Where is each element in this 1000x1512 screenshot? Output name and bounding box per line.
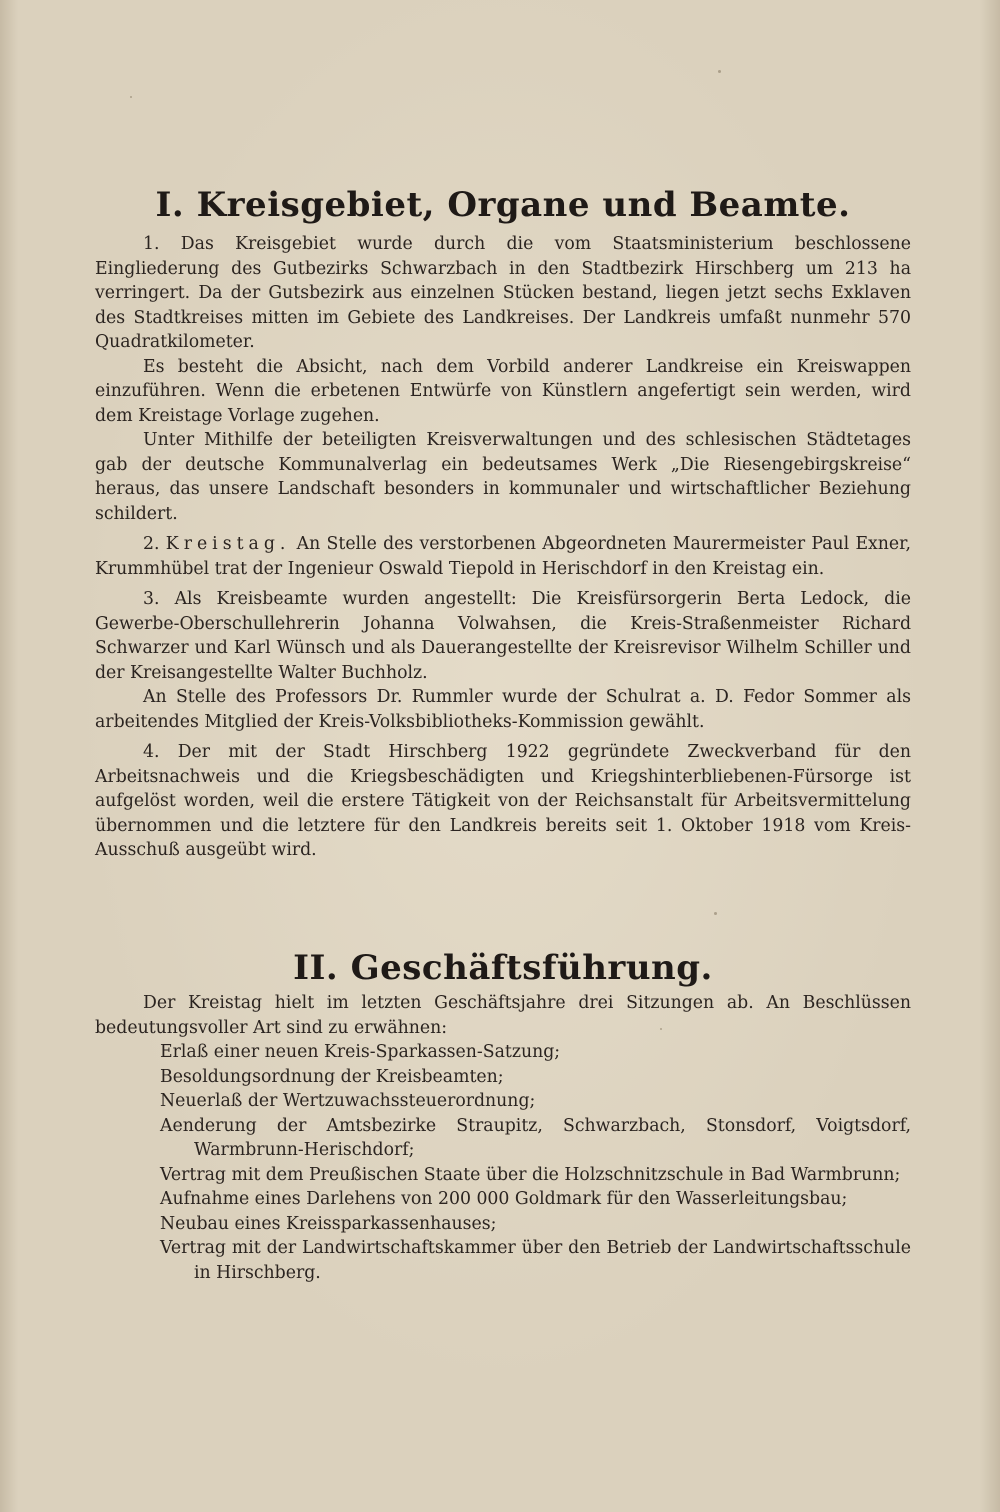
- resolutions-list: [95, 1040, 911, 1285]
- paragraph-1: [95, 232, 911, 355]
- paragraph-number: 4.: [143, 742, 160, 762]
- paragraph-5: [95, 587, 911, 685]
- paper-speck: [130, 96, 132, 98]
- list-item: Neubau eines Kreissparkassenhauses;: [160, 1213, 497, 1234]
- list-item: Besoldungsordnung der Kreisbeamten;: [160, 1066, 504, 1087]
- paragraph-text: Unter Mithilfe der beteiligten Kreisverwaltungen und des schlesischen Städtetages gab der deutsche Kommunalverlag ein bedeutsames Werk „Die Riesengebirgskreise“ heraus, das unsere Landschaft besonders in kommunaler und wirtschaftlicher Beziehung schildert.: [95, 430, 911, 524]
- list-item: Aufnahme eines Darlehens von 200 000 Goldmark für den Wasserleitungsbau;: [160, 1189, 848, 1209]
- section-2-body: [95, 991, 911, 1285]
- list-item: Neuerlaß der Wertzuwachssteuerordnung;: [160, 1091, 536, 1111]
- list-item: Aenderung der Amtsbezirke Straupitz, Schwarzbach, Stonsdorf, Voigtsdorf, Warmbrunn-Herischdorf;: [160, 1115, 911, 1160]
- paragraph-number: 1.: [143, 234, 160, 254]
- section-1-heading: I. Kreisgebiet, Organe und Beamte.: [155, 185, 851, 225]
- paper-speck: [718, 70, 721, 73]
- paragraph-number: 3.: [143, 589, 160, 609]
- section-1-body: [95, 232, 911, 863]
- paragraph-label: Kreistag.: [165, 534, 291, 554]
- paragraph-4: [95, 532, 911, 581]
- paragraph-text: An Stelle des Professors Dr. Rummler wurde der Schulrat a. D. Fedor Sommer als arbeitendes Mitglied der Kreis-Volksbibliotheks-Kommission gewählt.: [95, 687, 911, 732]
- paragraph-7: [95, 740, 911, 863]
- paragraph-2: [95, 355, 911, 429]
- paragraph-number: 2.: [143, 534, 160, 554]
- paragraph-text: Der mit der Stadt Hirschberg 1922 gegründete Zweckverband für den Arbeitsnachweis und die Kriegsbeschädigten und Kriegshinterbliebenen-Fürsorge ist aufgelöst worden, weil die erstere Tätigkeit von der Reichsanstalt für Arbeitsvermittelung übernommen und die letztere für den Landkreis bereits seit 1. Oktober 1918 vom Kreis-Ausschuß ausgeübt wird.: [95, 742, 911, 860]
- section-2-heading: II. Geschäftsführung.: [293, 948, 713, 988]
- paragraph-text: Es besteht die Absicht, nach dem Vorbild anderer Landkreise ein Kreiswappen einzuführen. Wenn die erbetenen Entwürfe von Künstlern angefertigt sein werden, wird dem Kreistage Vorlage zugehen.: [95, 356, 911, 426]
- paragraph-3: [95, 428, 911, 526]
- section-2-intro: Der Kreistag hielt im letzten Geschäftsjahre drei Sitzungen ab. An Beschlüssen bedeutungsvoller Art sind zu erwähnen:: [95, 993, 911, 1038]
- list-item: Vertrag mit dem Preußischen Staate über die Holzschnitzschule in Bad Warmbrunn;: [160, 1164, 901, 1185]
- paper-speck: [714, 912, 717, 915]
- paragraph-6: [95, 685, 911, 734]
- paragraph-text: Das Kreisgebiet wurde durch die vom Staatsministerium beschlossene Eingliederung des Gutbezirks Schwarzbach in den Stadtbezirk Hirschberg um 213 ha verringert. Da der Gutsbezirk aus einzelnen Stücken bestand, liegen jetzt sechs Exklaven des Stadtkreises mitten im Gebiete des Landkreises. Der Landkreis umfaßt nunmehr 570 Quadratkilometer.: [95, 234, 911, 352]
- paragraph-text: Als Kreisbeamte wurden angestellt: Die Kreisfürsorgerin Berta Ledock, die Gewerbe-Oberschullehrerin Johanna Volwahsen, die Kreis-Straßenmeister Richard Schwarzer und Karl Wünsch und als Dauerangestellte der Kreisrevisor Wilhelm Schiller und der Kreisangestellte Walter Buchholz.: [95, 589, 911, 683]
- list-item: Erlaß einer neuen Kreis-Sparkassen-Satzung;: [160, 1042, 561, 1062]
- paragraph-text: An Stelle des verstorbenen Abgeordneten Maurermeister Paul Exner, Krummhübel trat der Ingenieur Oswald Tiepold in Herischdorf in den Kreistag ein.: [95, 534, 912, 579]
- list-item: Vertrag mit der Landwirtschaftskammer über den Betrieb der Landwirtschaftsschule in Hirschberg.: [160, 1238, 911, 1283]
